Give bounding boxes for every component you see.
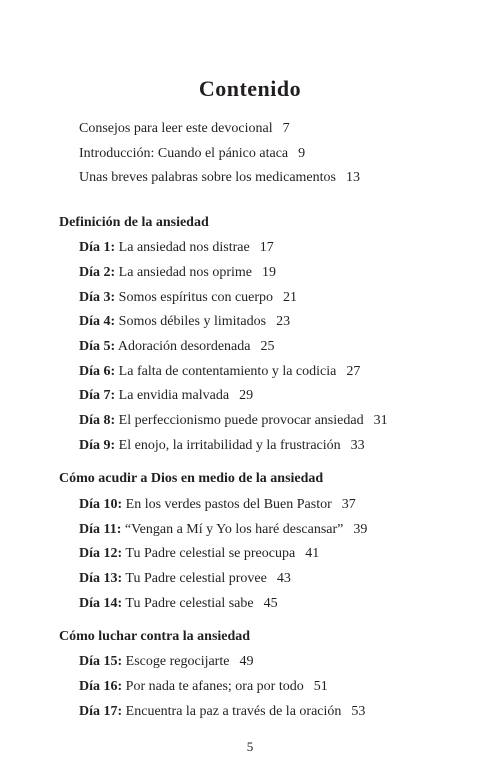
- page-number: 49: [239, 654, 254, 669]
- entry-text: Somos débiles y limitados: [118, 314, 267, 329]
- entry-text: Escoge regocijarte: [125, 654, 230, 669]
- entry-text: Tu Padre celestial se preocupa: [125, 546, 296, 561]
- toc-entry: [79, 521, 367, 539]
- toc-entry: [79, 595, 278, 613]
- day-label: Día 5:: [79, 339, 116, 354]
- day-label: Día 3:: [79, 290, 116, 305]
- day-label: Día 2:: [79, 265, 116, 280]
- page-number: 19: [262, 265, 277, 280]
- toc-entry: [79, 545, 319, 563]
- page-number: 17: [259, 240, 274, 255]
- toc-entry: [79, 703, 365, 721]
- page-number: 13: [345, 170, 360, 185]
- page-number: 9: [298, 146, 306, 161]
- entry-text: En los verdes pastos del Buen Pastor: [125, 497, 332, 512]
- day-label: Día 16:: [79, 679, 123, 694]
- toc-entry: [79, 313, 290, 331]
- entry-text: “Vengan a Mí y Yo los haré descansar”: [124, 522, 344, 537]
- toc-entry: [79, 387, 253, 405]
- page-number: 33: [350, 438, 365, 453]
- page-number: 51: [313, 679, 328, 694]
- toc-entry: [79, 412, 388, 430]
- entry-text: Unas breves palabras sobre los medicamentos: [79, 170, 336, 185]
- toc-entry: [79, 496, 356, 514]
- entry-text: Somos espíritus con cuerpo: [118, 290, 274, 305]
- entry-text: La ansiedad nos oprime: [118, 265, 253, 280]
- page-number: 29: [239, 388, 254, 403]
- page-number: 27: [346, 364, 361, 379]
- toc-entry: [79, 570, 291, 588]
- toc-entry: [79, 678, 328, 696]
- day-label: Día 13:: [79, 571, 123, 586]
- entry-text: Consejos para leer este devocional: [79, 121, 273, 136]
- entry-text: Por nada te afanes; ora por todo: [125, 679, 304, 694]
- entry-text: El perfeccionismo puede provocar ansiedad: [118, 413, 364, 428]
- toc-entry: [79, 289, 297, 307]
- toc-entry: [79, 338, 274, 356]
- day-label: Día 17:: [79, 704, 123, 719]
- toc-entry: [79, 120, 290, 138]
- entry-text: Encuentra la paz a través de la oración: [125, 704, 342, 719]
- entry-text: Tu Padre celestial sabe: [125, 596, 254, 611]
- page-number: 21: [283, 290, 298, 305]
- entry-text: Introducción: Cuando el pánico ataca: [79, 146, 289, 161]
- section-heading: Cómo luchar contra la ansiedad: [59, 629, 251, 644]
- day-label: Día 14:: [79, 596, 123, 611]
- toc-entry: [79, 145, 305, 163]
- page-number: 45: [263, 596, 278, 611]
- day-label: Día 12:: [79, 546, 123, 561]
- toc-entry: [79, 169, 360, 187]
- page-number: 31: [373, 413, 388, 428]
- page-number-footer: 5: [246, 739, 254, 754]
- entry-text: El enojo, la irritabilidad y la frustración: [118, 438, 341, 453]
- entry-text: La envidia malvada: [118, 388, 230, 403]
- toc-entry: [79, 239, 274, 257]
- entry-text: La falta de contentamiento y la codicia: [118, 364, 337, 379]
- page-number: 23: [276, 314, 291, 329]
- day-label: Día 4:: [79, 314, 116, 329]
- page-number: 37: [341, 497, 356, 512]
- toc-entry: [79, 653, 253, 671]
- page-number: 43: [276, 571, 291, 586]
- page-number: 41: [305, 546, 320, 561]
- page-number: 39: [353, 522, 368, 537]
- day-label: Día 7:: [79, 388, 116, 403]
- section-heading: Cómo acudir a Dios en medio de la ansiedad: [59, 471, 324, 486]
- toc-entry: [79, 264, 276, 282]
- day-label: Día 8:: [79, 413, 116, 428]
- page-number: 7: [282, 121, 290, 136]
- day-label: Día 10:: [79, 497, 123, 512]
- toc-entry: [79, 437, 365, 455]
- page-number: 25: [260, 339, 275, 354]
- day-label: Día 9:: [79, 438, 116, 453]
- toc-entry: [79, 363, 360, 381]
- page-number: 53: [351, 704, 366, 719]
- day-label: Día 11:: [79, 522, 122, 537]
- section-heading: Definición de la ansiedad: [59, 215, 209, 230]
- day-label: Día 1:: [79, 240, 116, 255]
- entry-text: Tu Padre celestial provee: [125, 571, 267, 586]
- day-label: Día 15:: [79, 654, 123, 669]
- page-title: Contenido: [198, 76, 302, 101]
- day-label: Día 6:: [79, 364, 116, 379]
- entry-text: La ansiedad nos distrae: [118, 240, 250, 255]
- entry-text: Adoración desordenada: [117, 339, 251, 354]
